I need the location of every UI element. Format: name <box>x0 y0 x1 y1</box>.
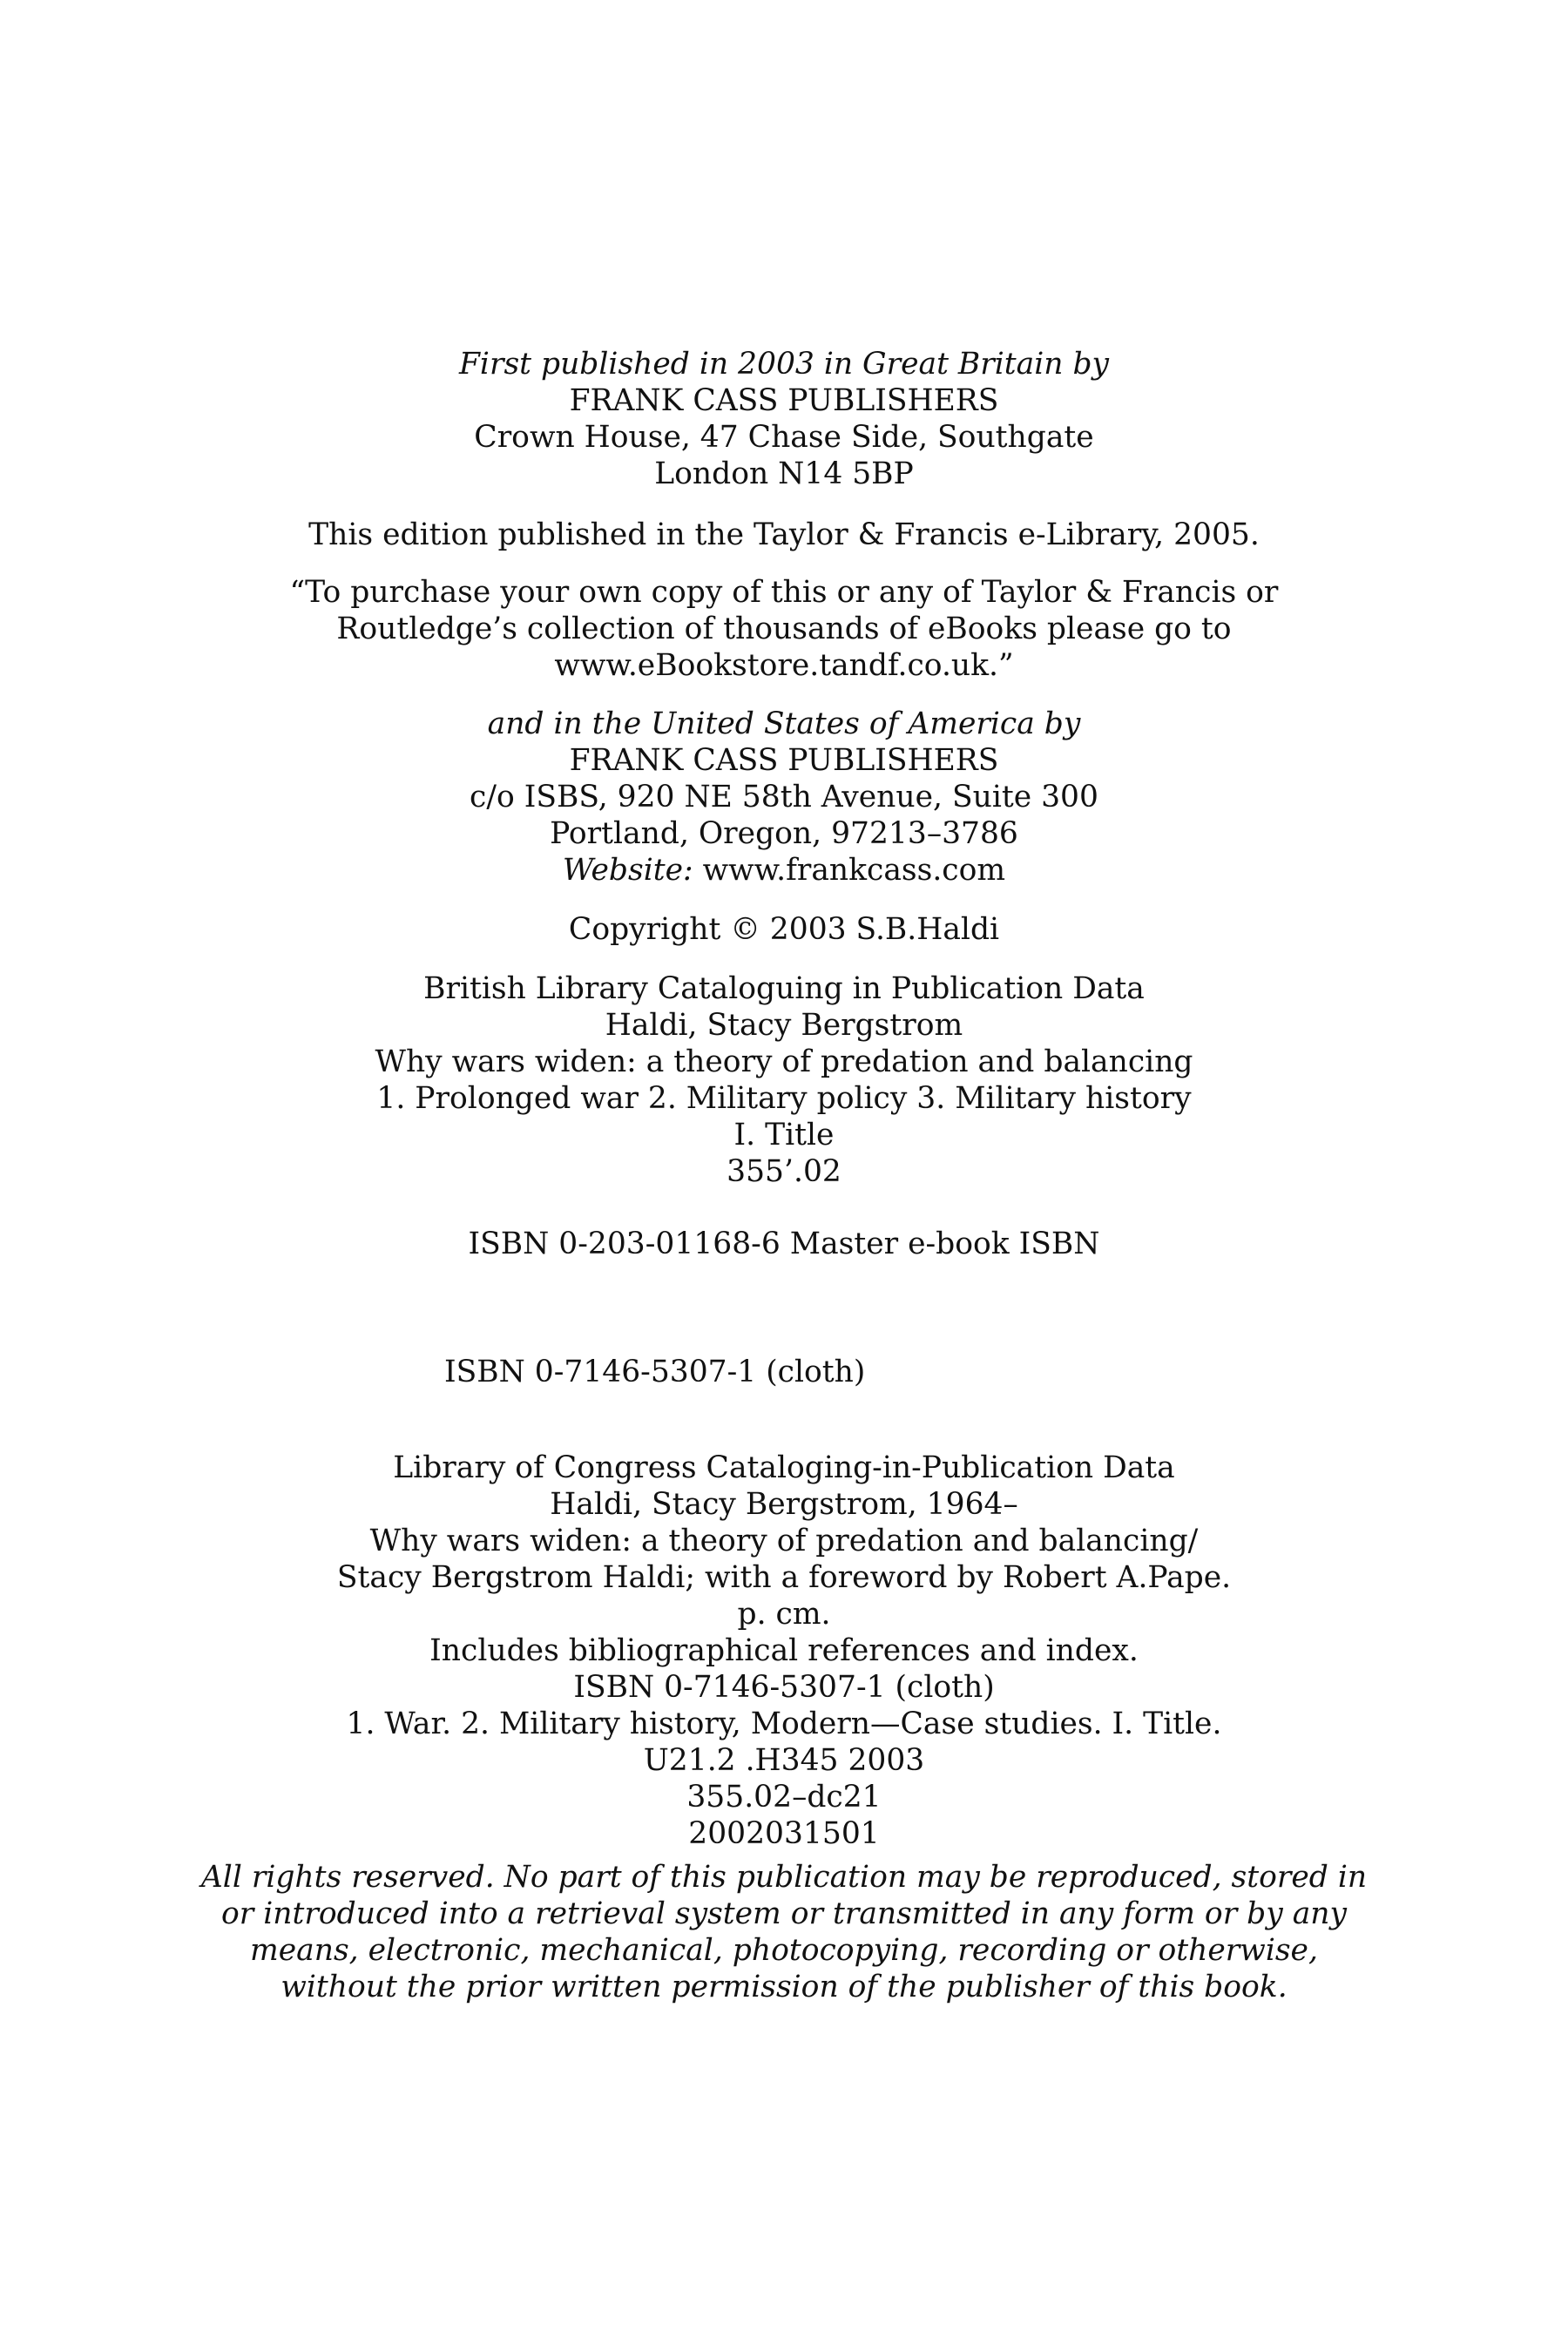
library-of-congress-data <box>0 1450 1568 1852</box>
purchase-note-line: “To purchase your own copy of this or any of Taylor & Francis or <box>289 575 1279 610</box>
us-intro-line: and in the United States of America by <box>487 706 1081 741</box>
isbn-ebook-line: ISBN 0-203-01168-6 Master e-book ISBN <box>468 1227 1100 1261</box>
catalog-line: Why wars widen: a theory of predation and balancing/ <box>369 1524 1199 1558</box>
catalog-line: ISBN 0-7146-5307-1 (cloth) <box>573 1670 995 1705</box>
catalog-line: I. Title <box>733 1118 835 1152</box>
us-publisher-name: FRANK CASS PUBLISHERS <box>569 743 999 778</box>
rights-reserved-notice <box>0 1859 1568 2005</box>
catalog-line: 1. Prolonged war 2. Military policy 3. Military history <box>376 1081 1192 1116</box>
website-url: www.frankcass.com <box>702 853 1006 888</box>
catalog-line: 1. War. 2. Military history, Modern—Case studies. I. Title. <box>346 1707 1222 1741</box>
catalog-line: 355’.02 <box>727 1154 841 1189</box>
isbn-ebook <box>0 1226 1568 1262</box>
catalog-line: Library of Congress Cataloging-in-Publication Data <box>393 1450 1175 1485</box>
catalog-line: U21.2 .H345 2003 <box>643 1743 925 1778</box>
catalog-line: 355.02–dc21 <box>686 1780 882 1815</box>
us-address-line: c/o ISBS, 920 NE 58th Avenue, Suite 300 <box>470 780 1098 814</box>
website-label: Website: <box>562 853 693 888</box>
us-address-line: Portland, Oregon, 97213–3786 <box>550 816 1018 851</box>
catalog-line: British Library Cataloguing in Publication Data <box>423 971 1145 1006</box>
first-published-line: First published in 2003 in Great Britain by <box>458 347 1110 382</box>
catalog-line: Haldi, Stacy Bergstrom <box>605 1008 963 1043</box>
isbn-cloth-line: ISBN 0-7146-5307-1 (cloth) <box>444 1355 866 1389</box>
edition-note-line: This edition published in the Taylor & Francis e-Library, 2005. <box>308 517 1260 552</box>
rights-line: without the prior written permission of the publisher of this book. <box>280 1970 1288 2004</box>
purchase-note-line: www.eBookstore.tandf.co.uk.” <box>554 648 1014 683</box>
catalog-line: Stacy Bergstrom Haldi; with a foreword by Robert A.Pape. <box>336 1560 1232 1595</box>
uk-address-line: Crown House, 47 Chase Side, Southgate <box>474 420 1094 455</box>
catalog-line: Includes bibliographical references and index. <box>429 1633 1139 1668</box>
uk-imprint <box>0 346 1568 492</box>
rights-line: or introduced into a retrieval system or transmitted in any form or by any <box>221 1896 1347 1931</box>
uk-publisher-name: FRANK CASS PUBLISHERS <box>569 383 999 418</box>
edition-note <box>0 517 1568 553</box>
us-imprint <box>0 706 1568 889</box>
rights-line: All rights reserved. No part of this publication may be reproduced, stored in <box>200 1860 1368 1895</box>
purchase-note-line: Routledge’s collection of thousands of eBooks please go to <box>336 612 1232 646</box>
catalog-line: 2002031501 <box>688 1816 880 1851</box>
purchase-note <box>0 574 1568 684</box>
catalog-line: Why wars widen: a theory of predation and balancing <box>375 1044 1193 1079</box>
rights-line: means, electronic, mechanical, photocopying, recording or otherwise, <box>250 1933 1318 1968</box>
british-library-data <box>0 970 1568 1190</box>
copyright-line: Copyright © 2003 S.B.Haldi <box>568 912 1000 947</box>
website-line <box>0 852 1568 889</box>
catalog-line: Haldi, Stacy Bergstrom, 1964– <box>550 1487 1018 1522</box>
copyright-notice <box>0 911 1568 948</box>
uk-address-line: London N14 5BP <box>654 456 914 491</box>
catalog-line: p. cm. <box>737 1597 831 1632</box>
